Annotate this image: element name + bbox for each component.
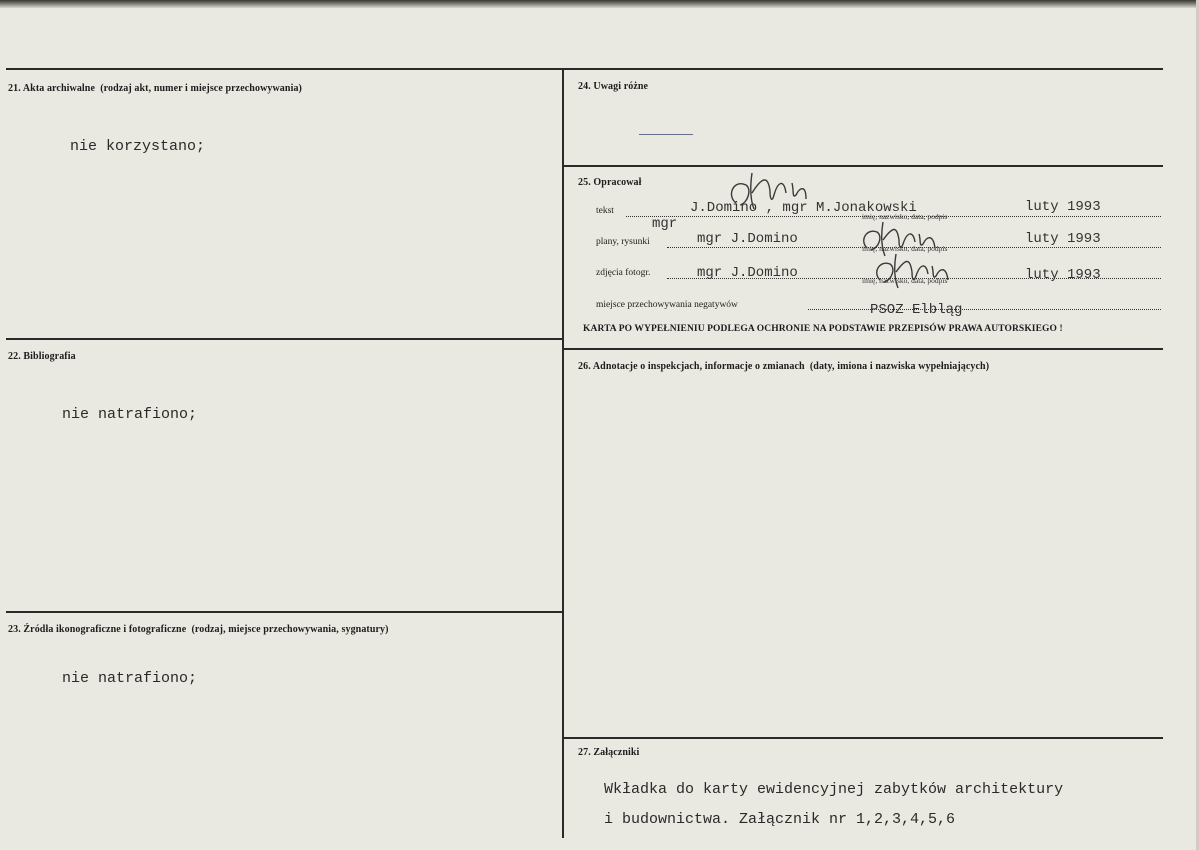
field-27-line-2: i budownictwa. Załącznik nr 1,2,3,4,5,6 bbox=[604, 811, 956, 828]
divider-21-22 bbox=[6, 338, 563, 340]
row-plany-date: luty 1993 bbox=[1025, 231, 1101, 247]
field-26-hint: (daty, imiona i nazwiska wypełniających) bbox=[809, 361, 990, 372]
row-tekst-date: luty 1993 bbox=[1025, 199, 1101, 215]
field-23-hint: (rodzaj, miejsce przechowywania, sygnatury) bbox=[191, 624, 389, 635]
top-rule bbox=[6, 68, 1163, 70]
blue-pen-line bbox=[639, 134, 693, 135]
row-negatywy-dotline bbox=[808, 309, 1161, 310]
scan-top-edge bbox=[0, 0, 1199, 8]
field-21-hint: (rodzaj akt, numer i miejsce przechowywania) bbox=[100, 83, 302, 94]
field-22-label: 22. Bibliografia bbox=[8, 351, 76, 362]
row-plany-label: plany, rysunki bbox=[596, 237, 650, 247]
row-zdjecia-date: luty 1993 bbox=[1025, 267, 1101, 283]
row-negatywy-value: PSOZ Elbląg bbox=[870, 302, 963, 318]
row-zdjecia-hint: imię, nazwisko, data, podpis bbox=[862, 276, 948, 285]
row-tekst-prefix: mgr bbox=[652, 216, 678, 232]
field-21-value: nie korzystano; bbox=[70, 138, 206, 155]
field-23-label bbox=[8, 624, 389, 635]
field-23-value: nie natrafiono; bbox=[62, 670, 198, 687]
row-zdjecia-label: zdjęcia fotogr. bbox=[596, 268, 651, 278]
field-27-label: 27. Załączniki bbox=[578, 747, 640, 758]
signature-3 bbox=[866, 248, 958, 294]
field-21-label bbox=[8, 83, 302, 94]
copyright-notice: KARTA PO WYPEŁNIENIU PODLEGA OCHRONIE NA PODSTAWIE PRZEPISÓW PRAWA AUTORSKIEGO ! bbox=[583, 324, 1063, 334]
field-27-line-1: Wkładka do karty ewidencyjnej zabytków architektury bbox=[604, 781, 1064, 798]
field-26-title: 26. Adnotacje o inspekcjach, informacje o zmianach bbox=[578, 361, 805, 372]
row-zdjecia-value: mgr J.Domino bbox=[697, 265, 798, 281]
field-23-title: 23. Źródła ikonograficzne i fotograficzne bbox=[8, 624, 187, 635]
center-divider bbox=[562, 68, 564, 838]
row-plany-value: mgr J.Domino bbox=[697, 231, 798, 247]
field-22-value: nie natrafiono; bbox=[62, 406, 198, 423]
row-plany-hint: imię, nazwisko, data, podpis bbox=[862, 244, 948, 253]
divider-24-25 bbox=[563, 165, 1163, 167]
divider-26-27 bbox=[563, 737, 1163, 739]
row-tekst-hint: imię, nazwisko, data, podpis bbox=[862, 212, 948, 221]
signature-1 bbox=[722, 165, 818, 217]
field-21-title: 21. Akta archiwalne bbox=[8, 83, 95, 94]
row-tekst-value: J.Domino , mgr M.Jonakowski bbox=[690, 200, 917, 216]
field-24-label: 24. Uwagi różne bbox=[578, 81, 649, 92]
divider-25-26 bbox=[563, 348, 1163, 350]
field-25-label: 25. Opracował bbox=[578, 177, 642, 188]
row-negatywy-label: miejsce przechowywania negatywów bbox=[596, 300, 738, 310]
row-tekst-label: tekst bbox=[596, 206, 614, 216]
divider-22-23 bbox=[6, 611, 563, 613]
field-26-label bbox=[578, 361, 989, 372]
